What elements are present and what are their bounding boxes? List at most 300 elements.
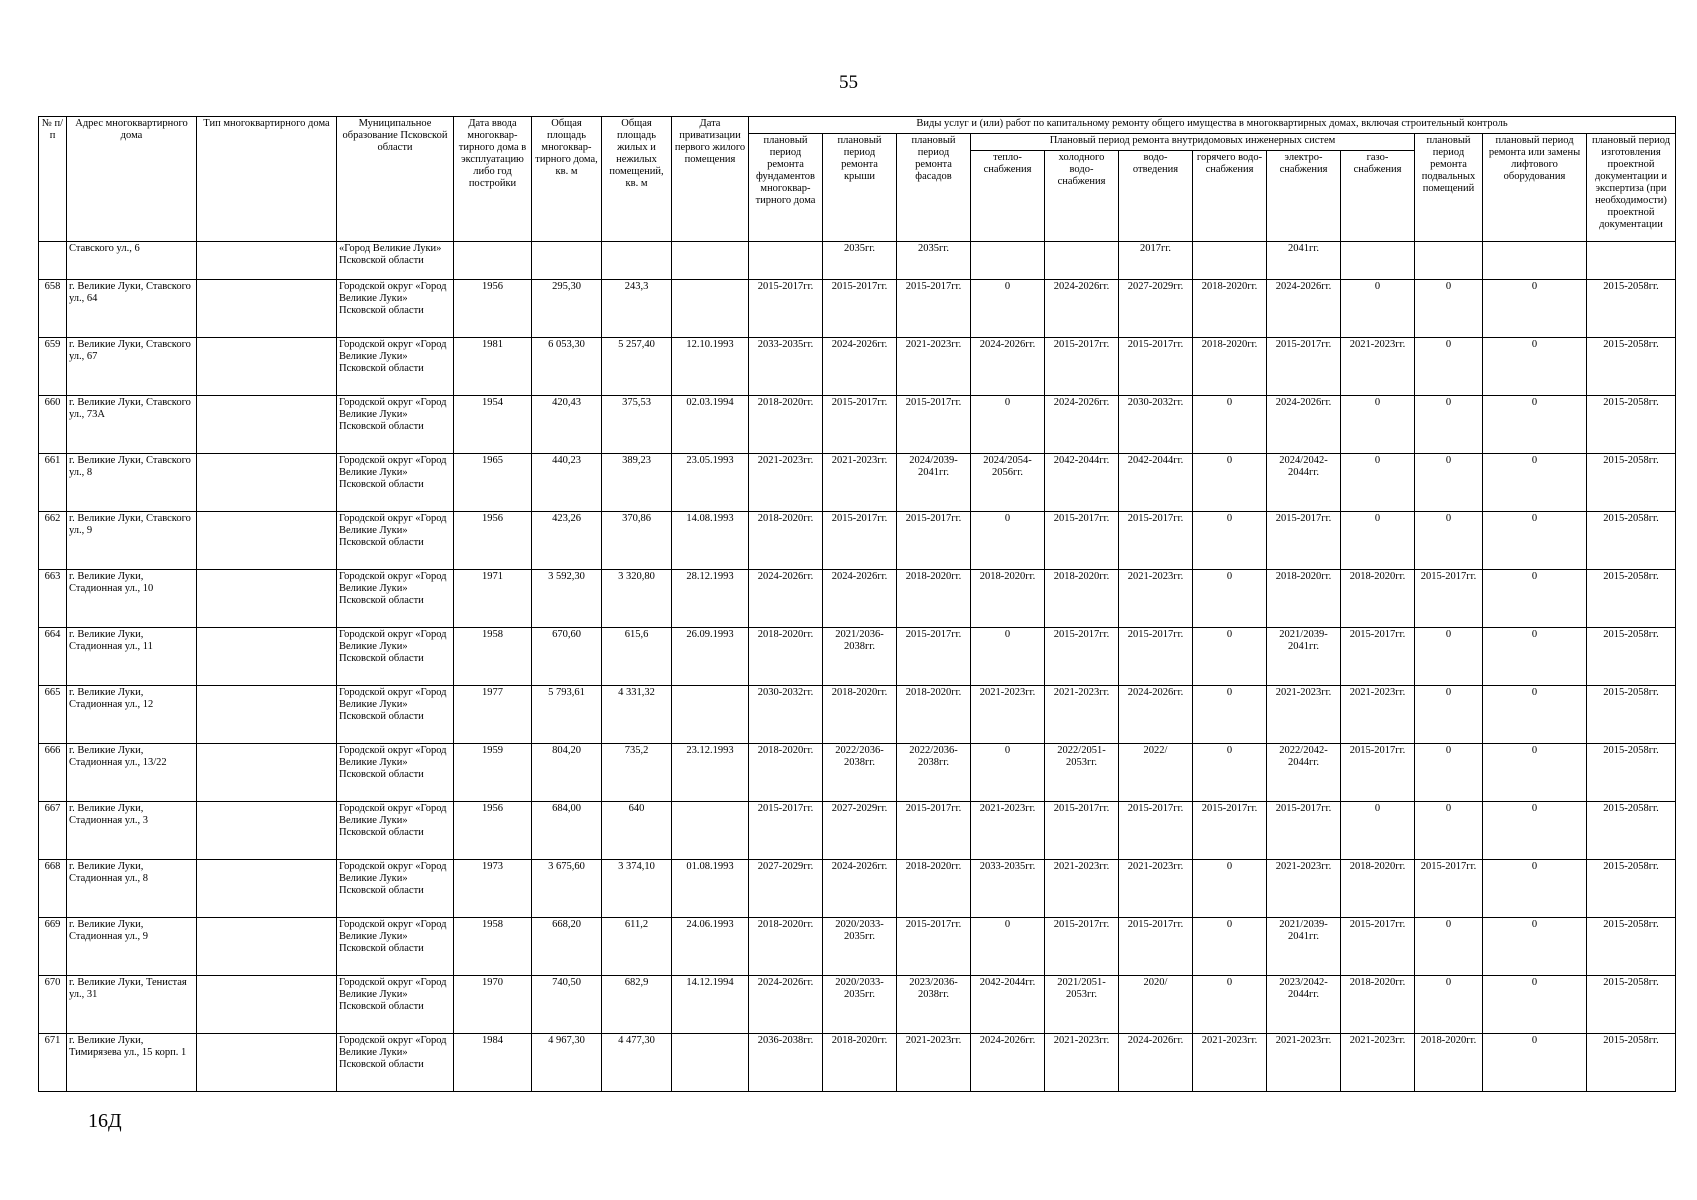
cell-roof: 2024-2026гг. [823,570,897,628]
cell-commission: 1958 [454,628,532,686]
cell-facade: 2015-2017гг. [897,628,971,686]
cell-num: 664 [39,628,67,686]
cell-foundation: 2015-2017гг. [749,802,823,860]
cell-address: Ставского ул., 6 [67,242,197,280]
cell-living-area: 615,6 [602,628,672,686]
cell-cold: 2015-2017гг. [1045,628,1119,686]
cell-basement: 0 [1415,628,1483,686]
cell-electric: 2041гг. [1267,242,1341,280]
cell-facade: 2022/2036-2038гг. [897,744,971,802]
cell-hot: 2015-2017гг. [1193,802,1267,860]
cell-privatization: 28.12.1993 [672,570,749,628]
cell-heat: 0 [971,918,1045,976]
cell-elevator: 0 [1483,918,1587,976]
cell-type [197,454,337,512]
cell-living-area: 682,9 [602,976,672,1034]
cell-roof: 2024-2026гг. [823,860,897,918]
cell-type [197,396,337,454]
cell-sewage: 2020/ [1119,976,1193,1034]
cell-heat: 0 [971,396,1045,454]
cell-facade: 2015-2017гг. [897,396,971,454]
cell-roof: 2018-2020гг. [823,1034,897,1092]
cell-electric: 2015-2017гг. [1267,802,1341,860]
cell-basement: 2015-2017гг. [1415,570,1483,628]
cell-roof: 2015-2017гг. [823,512,897,570]
cell-hot [1193,242,1267,280]
cell-facade: 2015-2017гг. [897,512,971,570]
cell-cold [1045,242,1119,280]
cell-municipality: Городской округ «Город Великие Луки» Псковской области [337,570,454,628]
cell-commission: 1971 [454,570,532,628]
cell-project: 2015-2058гг. [1587,976,1676,1034]
cell-basement: 0 [1415,918,1483,976]
cell-num: 660 [39,396,67,454]
cell-total-area: 5 793,61 [532,686,602,744]
cell-elevator: 0 [1483,802,1587,860]
header-num: № п/п [39,117,67,242]
cell-municipality: Городской округ «Город Великие Луки» Псковской области [337,918,454,976]
cell-basement: 2015-2017гг. [1415,860,1483,918]
cell-elevator: 0 [1483,338,1587,396]
cell-elevator: 0 [1483,512,1587,570]
cell-roof: 2035гг. [823,242,897,280]
cell-address: г. Великие Луки, Стадионная ул., 3 [67,802,197,860]
cell-gas: 2021-2023гг. [1341,338,1415,396]
cell-sewage: 2030-2032гг. [1119,396,1193,454]
cell-sewage: 2022/ [1119,744,1193,802]
cell-living-area: 243,3 [602,280,672,338]
header-commission-date: Дата ввода многоквар-тирного дома в эксплуатацию либо год постройки [454,117,532,242]
cell-foundation: 2018-2020гг. [749,512,823,570]
cell-address: г. Великие Луки, Стадионная ул., 10 [67,570,197,628]
cell-basement: 0 [1415,512,1483,570]
cell-cold: 2024-2026гг. [1045,396,1119,454]
cell-project: 2015-2058гг. [1587,686,1676,744]
cell-electric: 2015-2017гг. [1267,512,1341,570]
cell-municipality: Городской округ «Город Великие Луки» Псковской области [337,396,454,454]
table-row [39,454,1676,512]
cell-basement [1415,242,1483,280]
cell-gas: 2021-2023гг. [1341,1034,1415,1092]
cell-total-area: 440,23 [532,454,602,512]
cell-elevator: 0 [1483,628,1587,686]
cell-cold: 2042-2044гг. [1045,454,1119,512]
cell-project: 2015-2058гг. [1587,860,1676,918]
cell-gas [1341,242,1415,280]
cell-hot: 0 [1193,918,1267,976]
cell-commission: 1973 [454,860,532,918]
cell-type [197,512,337,570]
cell-num: 658 [39,280,67,338]
cell-privatization [672,242,749,280]
cell-commission: 1965 [454,454,532,512]
cell-heat: 0 [971,628,1045,686]
header-privatization-date: Дата приватизации первого жилого помещения [672,117,749,242]
header-municipality: Муниципальное образование Псковской области [337,117,454,242]
cell-basement: 0 [1415,454,1483,512]
cell-heat [971,242,1045,280]
cell-foundation: 2027-2029гг. [749,860,823,918]
cell-project: 2015-2058гг. [1587,802,1676,860]
cell-elevator: 0 [1483,860,1587,918]
cell-electric: 2022/2042-2044гг. [1267,744,1341,802]
cell-privatization: 24.06.1993 [672,918,749,976]
cell-foundation: 2015-2017гг. [749,280,823,338]
cell-address: г. Великие Луки, Ставского ул., 9 [67,512,197,570]
cell-cold: 2015-2017гг. [1045,918,1119,976]
header-sewage: водо-отведения [1119,151,1193,242]
cell-living-area: 640 [602,802,672,860]
cell-num: 670 [39,976,67,1034]
cell-type [197,860,337,918]
cell-gas: 0 [1341,280,1415,338]
cell-type [197,338,337,396]
cell-foundation: 2036-2038гг. [749,1034,823,1092]
cell-hot: 0 [1193,744,1267,802]
cell-address: г. Великие Луки, Тенистая ул., 31 [67,976,197,1034]
cell-gas: 0 [1341,802,1415,860]
cell-commission [454,242,532,280]
cell-type [197,1034,337,1092]
cell-sewage: 2015-2017гг. [1119,338,1193,396]
cell-total-area: 423,26 [532,512,602,570]
cell-elevator [1483,242,1587,280]
cell-elevator: 0 [1483,686,1587,744]
cell-roof: 2020/2033-2035гг. [823,918,897,976]
cell-type [197,242,337,280]
cell-roof: 2015-2017гг. [823,396,897,454]
header-roof: плановый период ремонта крыши [823,134,897,242]
cell-commission: 1956 [454,280,532,338]
cell-gas: 2018-2020гг. [1341,976,1415,1034]
cell-facade: 2018-2020гг. [897,570,971,628]
cell-num: 666 [39,744,67,802]
cell-basement: 0 [1415,976,1483,1034]
cell-facade: 2015-2017гг. [897,280,971,338]
cell-basement: 0 [1415,686,1483,744]
cell-num: 663 [39,570,67,628]
header-facade: плановый период ремонта фасадов [897,134,971,242]
table-row [39,628,1676,686]
cell-privatization: 26.09.1993 [672,628,749,686]
cell-hot: 0 [1193,454,1267,512]
cell-electric: 2021-2023гг. [1267,860,1341,918]
table-row [39,570,1676,628]
cell-foundation: 2030-2032гг. [749,686,823,744]
cell-municipality: «Город Великие Луки» Псковской области [337,242,454,280]
cell-heat: 0 [971,744,1045,802]
cell-heat: 2018-2020гг. [971,570,1045,628]
cell-facade: 2015-2017гг. [897,802,971,860]
cell-elevator: 0 [1483,570,1587,628]
cell-facade: 2018-2020гг. [897,686,971,744]
cell-living-area: 3 374,10 [602,860,672,918]
cell-cold: 2015-2017гг. [1045,802,1119,860]
cell-electric: 2021/2039-2041гг. [1267,628,1341,686]
cell-municipality: Городской округ «Город Великие Луки» Псковской области [337,628,454,686]
cell-heat: 2024/2054-2056гг. [971,454,1045,512]
cell-sewage: 2021-2023гг. [1119,570,1193,628]
cell-privatization: 12.10.1993 [672,338,749,396]
cell-electric: 2023/2042-2044гг. [1267,976,1341,1034]
cell-total-area: 3 592,30 [532,570,602,628]
cell-hot: 0 [1193,860,1267,918]
cell-type [197,976,337,1034]
cell-project [1587,242,1676,280]
cell-cold: 2015-2017гг. [1045,338,1119,396]
header-electric: электро-снабжения [1267,151,1341,242]
cell-sewage: 2015-2017гг. [1119,628,1193,686]
cell-address: г. Великие Луки, Стадионная ул., 11 [67,628,197,686]
cell-privatization: 23.12.1993 [672,744,749,802]
cell-project: 2015-2058гг. [1587,570,1676,628]
cell-commission: 1984 [454,1034,532,1092]
cell-heat: 0 [971,280,1045,338]
cell-total-area: 684,00 [532,802,602,860]
cell-cold: 2022/2051-2053гг. [1045,744,1119,802]
cell-municipality: Городской округ «Город Великие Луки» Псковской области [337,338,454,396]
cell-elevator: 0 [1483,280,1587,338]
cell-gas: 2021-2023гг. [1341,686,1415,744]
cell-type [197,918,337,976]
cell-gas: 2015-2017гг. [1341,628,1415,686]
cell-commission: 1981 [454,338,532,396]
cell-hot: 0 [1193,570,1267,628]
cell-foundation: 2021-2023гг. [749,454,823,512]
cell-num: 665 [39,686,67,744]
cell-address: г. Великие Луки, Ставского ул., 73А [67,396,197,454]
cell-commission: 1956 [454,802,532,860]
cell-gas: 0 [1341,454,1415,512]
cell-living-area: 735,2 [602,744,672,802]
continuation-row [39,242,1676,280]
cell-total-area: 3 675,60 [532,860,602,918]
cell-total-area: 295,30 [532,280,602,338]
header-type: Тип многоквартирного дома [197,117,337,242]
cell-elevator: 0 [1483,1034,1587,1092]
cell-foundation: 2024-2026гг. [749,570,823,628]
cell-foundation: 2018-2020гг. [749,918,823,976]
cell-elevator: 0 [1483,976,1587,1034]
cell-type [197,280,337,338]
cell-privatization: 23.05.1993 [672,454,749,512]
cell-privatization [672,686,749,744]
cell-hot: 0 [1193,976,1267,1034]
cell-basement: 2018-2020гг. [1415,1034,1483,1092]
cell-sewage: 2017гг. [1119,242,1193,280]
cell-basement: 0 [1415,802,1483,860]
cell-project: 2015-2058гг. [1587,918,1676,976]
cell-municipality: Городской округ «Город Великие Луки» Псковской области [337,744,454,802]
cell-foundation: 2033-2035гг. [749,338,823,396]
cell-foundation [749,242,823,280]
footer-code: 16Д [88,1110,122,1132]
cell-heat: 2033-2035гг. [971,860,1045,918]
cell-roof: 2018-2020гг. [823,686,897,744]
cell-living-area: 375,53 [602,396,672,454]
cell-living-area: 4 331,32 [602,686,672,744]
table-row [39,802,1676,860]
cell-electric: 2015-2017гг. [1267,338,1341,396]
header-foundation: плановый период ремонта фундаментов многоквар-тирного дома [749,134,823,242]
cell-roof: 2021-2023гг. [823,454,897,512]
table-row [39,1034,1676,1092]
cell-municipality: Городской округ «Город Великие Луки» Псковской области [337,1034,454,1092]
cell-address: г. Великие Луки, Тимирязева ул., 15 корп. 1 [67,1034,197,1092]
cell-electric: 2021/2039-2041гг. [1267,918,1341,976]
cell-address: г. Великие Луки, Ставского ул., 8 [67,454,197,512]
cell-project: 2015-2058гг. [1587,396,1676,454]
cell-electric: 2024-2026гг. [1267,396,1341,454]
cell-project: 2015-2058гг. [1587,512,1676,570]
cell-facade: 2018-2020гг. [897,860,971,918]
cell-project: 2015-2058гг. [1587,1034,1676,1092]
cell-sewage: 2021-2023гг. [1119,860,1193,918]
cell-type [197,570,337,628]
cell-privatization: 14.12.1994 [672,976,749,1034]
cell-living-area: 611,2 [602,918,672,976]
cell-elevator: 0 [1483,744,1587,802]
cell-total-area: 670,60 [532,628,602,686]
table-row [39,860,1676,918]
cell-elevator: 0 [1483,396,1587,454]
header-heat: тепло-снабжения [971,151,1045,242]
cell-address: г. Великие Луки, Стадионная ул., 9 [67,918,197,976]
cell-hot: 0 [1193,628,1267,686]
cell-living-area: 370,86 [602,512,672,570]
cell-hot: 0 [1193,686,1267,744]
cell-sewage: 2027-2029гг. [1119,280,1193,338]
cell-privatization: 01.08.1993 [672,860,749,918]
header-living-area: Общая площадь жилых и нежилых помещений, кв. м [602,117,672,242]
cell-cold: 2021/2051-2053гг. [1045,976,1119,1034]
cell-commission: 1958 [454,918,532,976]
header-elevator: плановый период ремонта или замены лифтового оборудования [1483,134,1587,242]
cell-municipality: Городской округ «Город Великие Луки» Псковской области [337,860,454,918]
cell-gas: 2015-2017гг. [1341,918,1415,976]
cell-foundation: 2024-2026гг. [749,976,823,1034]
cell-living-area [602,242,672,280]
cell-heat: 2024-2026гг. [971,338,1045,396]
cell-heat: 2021-2023гг. [971,686,1045,744]
cell-foundation: 2018-2020гг. [749,396,823,454]
cell-project: 2015-2058гг. [1587,280,1676,338]
header-cold-water: холодного водо-снабжения [1045,151,1119,242]
cell-num: 662 [39,512,67,570]
cell-hot: 2021-2023гг. [1193,1034,1267,1092]
cell-project: 2015-2058гг. [1587,744,1676,802]
cell-type [197,802,337,860]
cell-municipality: Городской округ «Город Великие Луки» Псковской области [337,512,454,570]
cell-roof: 2020/2033-2035гг. [823,976,897,1034]
cell-project: 2015-2058гг. [1587,338,1676,396]
cell-total-area [532,242,602,280]
header-works-group: Виды услуг и (или) работ по капитальному ремонту общего имущества в многоквартирных домах, включая строительный контроль [749,117,1676,134]
cell-facade: 2021-2023гг. [897,338,971,396]
cell-type [197,744,337,802]
cell-cold: 2021-2023гг. [1045,860,1119,918]
cell-facade: 2023/2036-2038гг. [897,976,971,1034]
header-project-docs: плановый период изготовления проектной документации и экспертиза (при необходимости) проектной документации [1587,134,1676,242]
cell-sewage: 2042-2044гг. [1119,454,1193,512]
cell-sewage: 2024-2026гг. [1119,1034,1193,1092]
cell-heat: 2024-2026гг. [971,1034,1045,1092]
cell-municipality: Городской округ «Город Великие Луки» Псковской области [337,976,454,1034]
cell-electric: 2024/2042-2044гг. [1267,454,1341,512]
cell-num: 661 [39,454,67,512]
cell-gas: 0 [1341,396,1415,454]
cell-total-area: 668,20 [532,918,602,976]
cell-municipality: Городской округ «Город Великие Луки» Псковской области [337,280,454,338]
cell-municipality: Городской округ «Город Великие Луки» Псковской области [337,686,454,744]
table-row [39,338,1676,396]
cell-living-area: 5 257,40 [602,338,672,396]
cell-roof: 2021/2036-2038гг. [823,628,897,686]
cell-gas: 2018-2020гг. [1341,860,1415,918]
cell-commission: 1954 [454,396,532,454]
header-total-area: Общая площадь многоквар-тирного дома, кв. м [532,117,602,242]
cell-total-area: 4 967,30 [532,1034,602,1092]
cell-total-area: 740,50 [532,976,602,1034]
cell-facade: 2015-2017гг. [897,918,971,976]
cell-num: 669 [39,918,67,976]
cell-commission: 1959 [454,744,532,802]
cell-living-area: 389,23 [602,454,672,512]
cell-roof: 2022/2036-2038гг. [823,744,897,802]
cell-living-area: 3 320,80 [602,570,672,628]
header-basement: плановый период ремонта подвальных помещений [1415,134,1483,242]
cell-hot: 2018-2020гг. [1193,280,1267,338]
cell-roof: 2024-2026гг. [823,338,897,396]
table-row [39,744,1676,802]
table-row [39,280,1676,338]
cell-sewage: 2024-2026гг. [1119,686,1193,744]
cell-total-area: 6 053,30 [532,338,602,396]
cell-address: г. Великие Луки, Стадионная ул., 8 [67,860,197,918]
cell-total-area: 804,20 [532,744,602,802]
table-row [39,918,1676,976]
cell-num: 671 [39,1034,67,1092]
header-gas: газо-снабжения [1341,151,1415,242]
table-row [39,512,1676,570]
cell-commission: 1956 [454,512,532,570]
cell-commission: 1970 [454,976,532,1034]
cell-facade: 2021-2023гг. [897,1034,971,1092]
cell-privatization [672,280,749,338]
cell-sewage: 2015-2017гг. [1119,918,1193,976]
cell-roof: 2027-2029гг. [823,802,897,860]
cell-living-area: 4 477,30 [602,1034,672,1092]
cell-hot: 0 [1193,396,1267,454]
header-engineering-group: Плановый период ремонта внутридомовых инженерных систем [971,134,1415,151]
cell-privatization [672,1034,749,1092]
cell-gas: 2015-2017гг. [1341,744,1415,802]
cell-sewage: 2015-2017гг. [1119,802,1193,860]
cell-elevator: 0 [1483,454,1587,512]
cell-electric: 2021-2023гг. [1267,1034,1341,1092]
cell-heat: 0 [971,512,1045,570]
header-address: Адрес многоквартирного дома [67,117,197,242]
cell-num: 668 [39,860,67,918]
cell-facade: 2035гг. [897,242,971,280]
cell-heat: 2042-2044гг. [971,976,1045,1034]
cell-municipality: Городской округ «Город Великие Луки» Псковской области [337,454,454,512]
cell-privatization: 14.08.1993 [672,512,749,570]
table-row [39,396,1676,454]
cell-address: г. Великие Луки, Ставского ул., 64 [67,280,197,338]
cell-heat: 2021-2023гг. [971,802,1045,860]
cell-num: 667 [39,802,67,860]
